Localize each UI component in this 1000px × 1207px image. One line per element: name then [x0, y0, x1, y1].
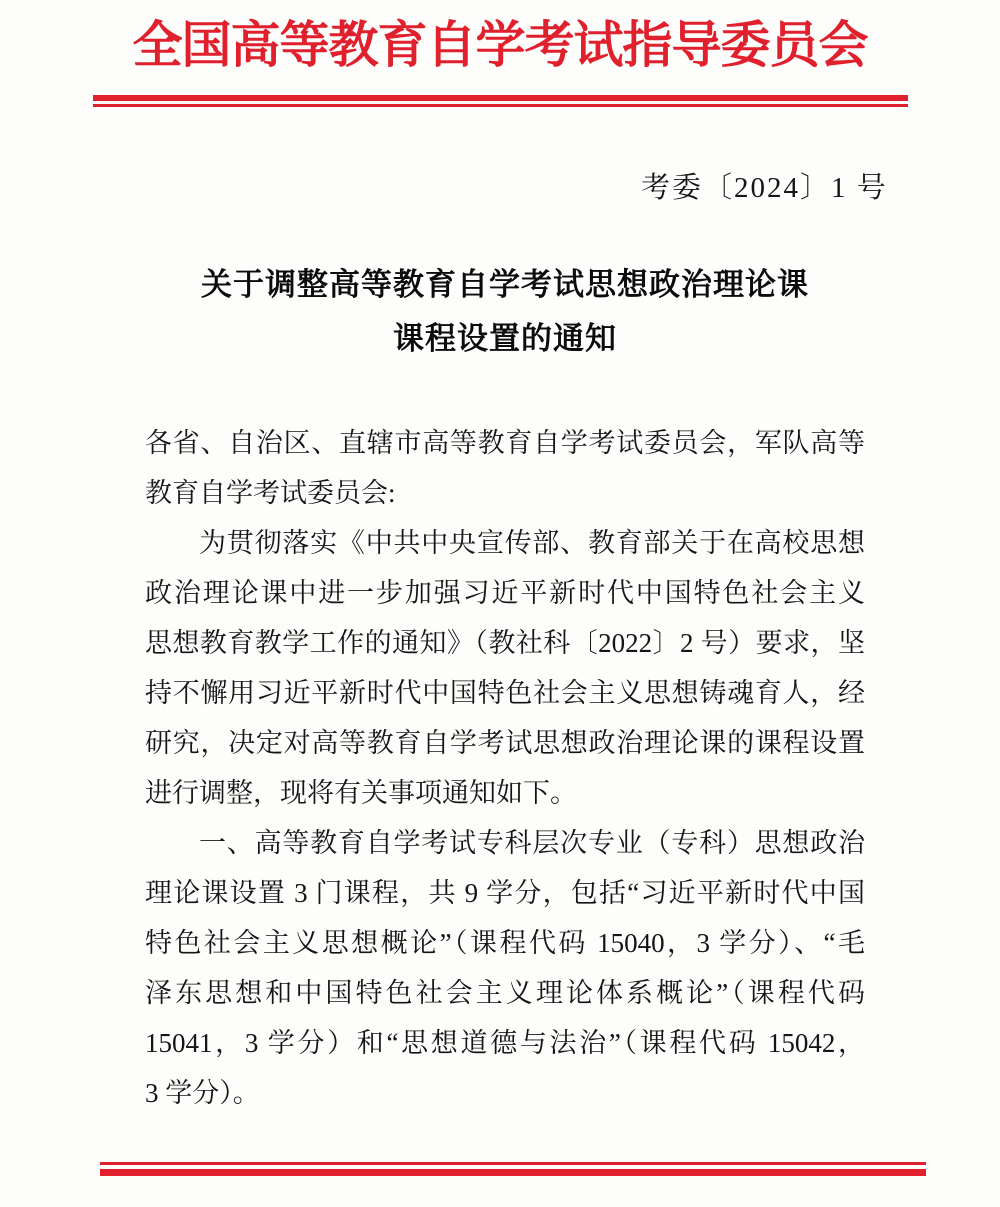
document-body — [145, 418, 865, 1118]
body-line: 政治理论课中进一步加强习近平新时代中国特色社会主义 — [145, 578, 865, 608]
document-title — [145, 258, 865, 366]
body-line: 特色社会主义思想概论”（课程代码 15040，3 学分）、“毛 — [145, 928, 865, 958]
body-line: 15041，3 学分）和“思想道德与法治”（课程代码 15042， — [145, 1028, 865, 1058]
body-line: 研究，决定对高等教育自学考试思想政治理论课的课程设置 — [145, 728, 865, 758]
body-line: 为贯彻落实《中共中央宣传部、教育部关于在高校思想 — [199, 528, 865, 558]
body-line: 持不懈用习近平新时代中国特色社会主义思想铸魂育人，经 — [145, 678, 865, 708]
document-number: 考委〔2024〕1 号 — [641, 172, 888, 204]
footer-divider-thin-line — [100, 1162, 926, 1165]
body-line: 教育自学考试委员会: — [145, 478, 396, 508]
body-line: 进行调整，现将有关事项通知如下。 — [145, 778, 577, 808]
body-line: 一、高等教育自学考试专科层次专业（专科）思想政治 — [199, 828, 865, 858]
body-line: 思想教育教学工作的通知》（教社科〔2022〕2 号）要求，坚 — [145, 628, 865, 658]
body-line: 泽东思想和中国特色社会主义理论体系概论”（课程代码 — [145, 978, 865, 1008]
header-divider-thick-line — [93, 95, 908, 101]
body-line: 各省、自治区、直辖市高等教育自学考试委员会，军队高等 — [145, 428, 865, 458]
document-title-line1: 关于调整高等教育自学考试思想政治理论课 — [201, 267, 809, 302]
footer-divider-thick-line — [100, 1169, 926, 1176]
body-line: 3 学分）。 — [145, 1078, 260, 1108]
body-line: 理论课设置 3 门课程，共 9 学分，包括“习近平新时代中国 — [145, 878, 865, 908]
document-title-line2: 课程设置的通知 — [393, 321, 617, 356]
header-divider-thin-line — [93, 104, 908, 107]
org-header-title: 全国高等教育自学考试指导委员会 — [132, 17, 868, 73]
